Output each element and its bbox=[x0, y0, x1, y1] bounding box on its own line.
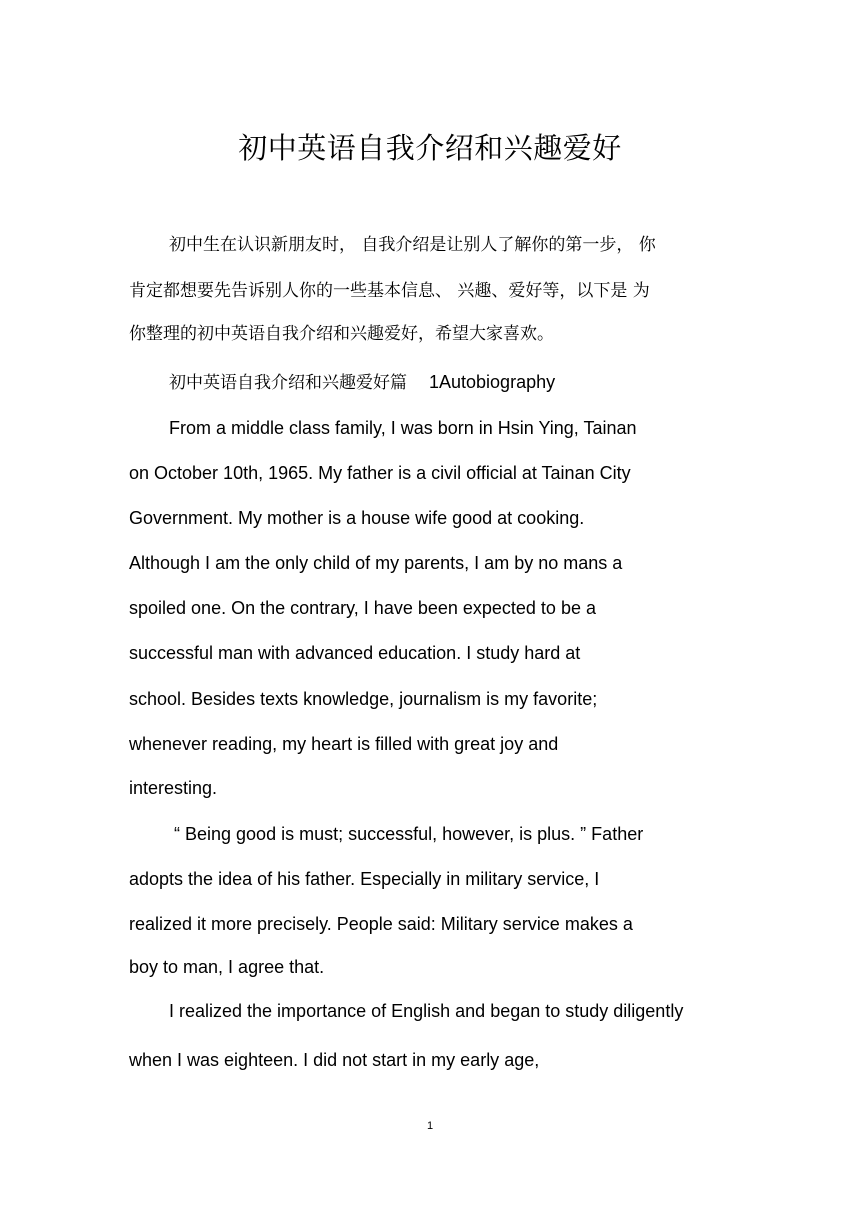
body-line: spoiled one. On the contrary, I have been expected to be a bbox=[129, 598, 596, 618]
section-heading bbox=[169, 370, 555, 395]
body-line: I realized the importance of English and began to study diligently bbox=[169, 1001, 684, 1021]
body-line: on October 10th, 1965. My father is a civil official at Tainan City bbox=[129, 463, 631, 483]
intro-line-3: 你整理的初中英语自我介绍和兴趣爱好，希望大家喜欢。 bbox=[129, 324, 554, 344]
body-line: successful man with advanced education. I study hard at bbox=[129, 643, 581, 663]
body-line: adopts the idea of his father. Especially in military service, I bbox=[129, 869, 600, 889]
body-line: whenever reading, my heart is filled with great joy and bbox=[129, 734, 559, 754]
body-line: interesting. bbox=[129, 778, 218, 798]
body-line: realized it more precisely. People said: Military service makes a bbox=[129, 914, 633, 934]
body-line: boy to man, I agree that. bbox=[129, 957, 325, 977]
intro-line-2: 肯定都想要先告诉别人你的一些基本信息、 兴趣、爱好等，以下是 为 bbox=[129, 281, 650, 301]
section-heading-zh: 初中英语自我介绍和兴趣爱好篇 bbox=[169, 373, 407, 393]
body-line: when I was eighteen. I did not start in my early age, bbox=[129, 1050, 540, 1070]
document-title: 初中英语自我介绍和兴趣爱好 bbox=[238, 131, 622, 165]
section-heading-en: 1Autobiography bbox=[429, 372, 556, 392]
body-line: “ Being good is must; successful, however, is plus. ” Father bbox=[174, 824, 644, 844]
body-line: Government. My mother is a house wife good at cooking. bbox=[129, 508, 585, 528]
body-line: From a middle class family, I was born in Hsin Ying, Tainan bbox=[169, 418, 637, 438]
intro-line-1: 初中生在认识新朋友时， 自我介绍是让别人了解你的第一步， 你 bbox=[169, 235, 656, 255]
page-number: 1 bbox=[426, 1120, 434, 1132]
body-line: Although I am the only child of my parents, I am by no mans a bbox=[129, 553, 623, 573]
body-line: school. Besides texts knowledge, journalism is my favorite; bbox=[129, 689, 598, 709]
